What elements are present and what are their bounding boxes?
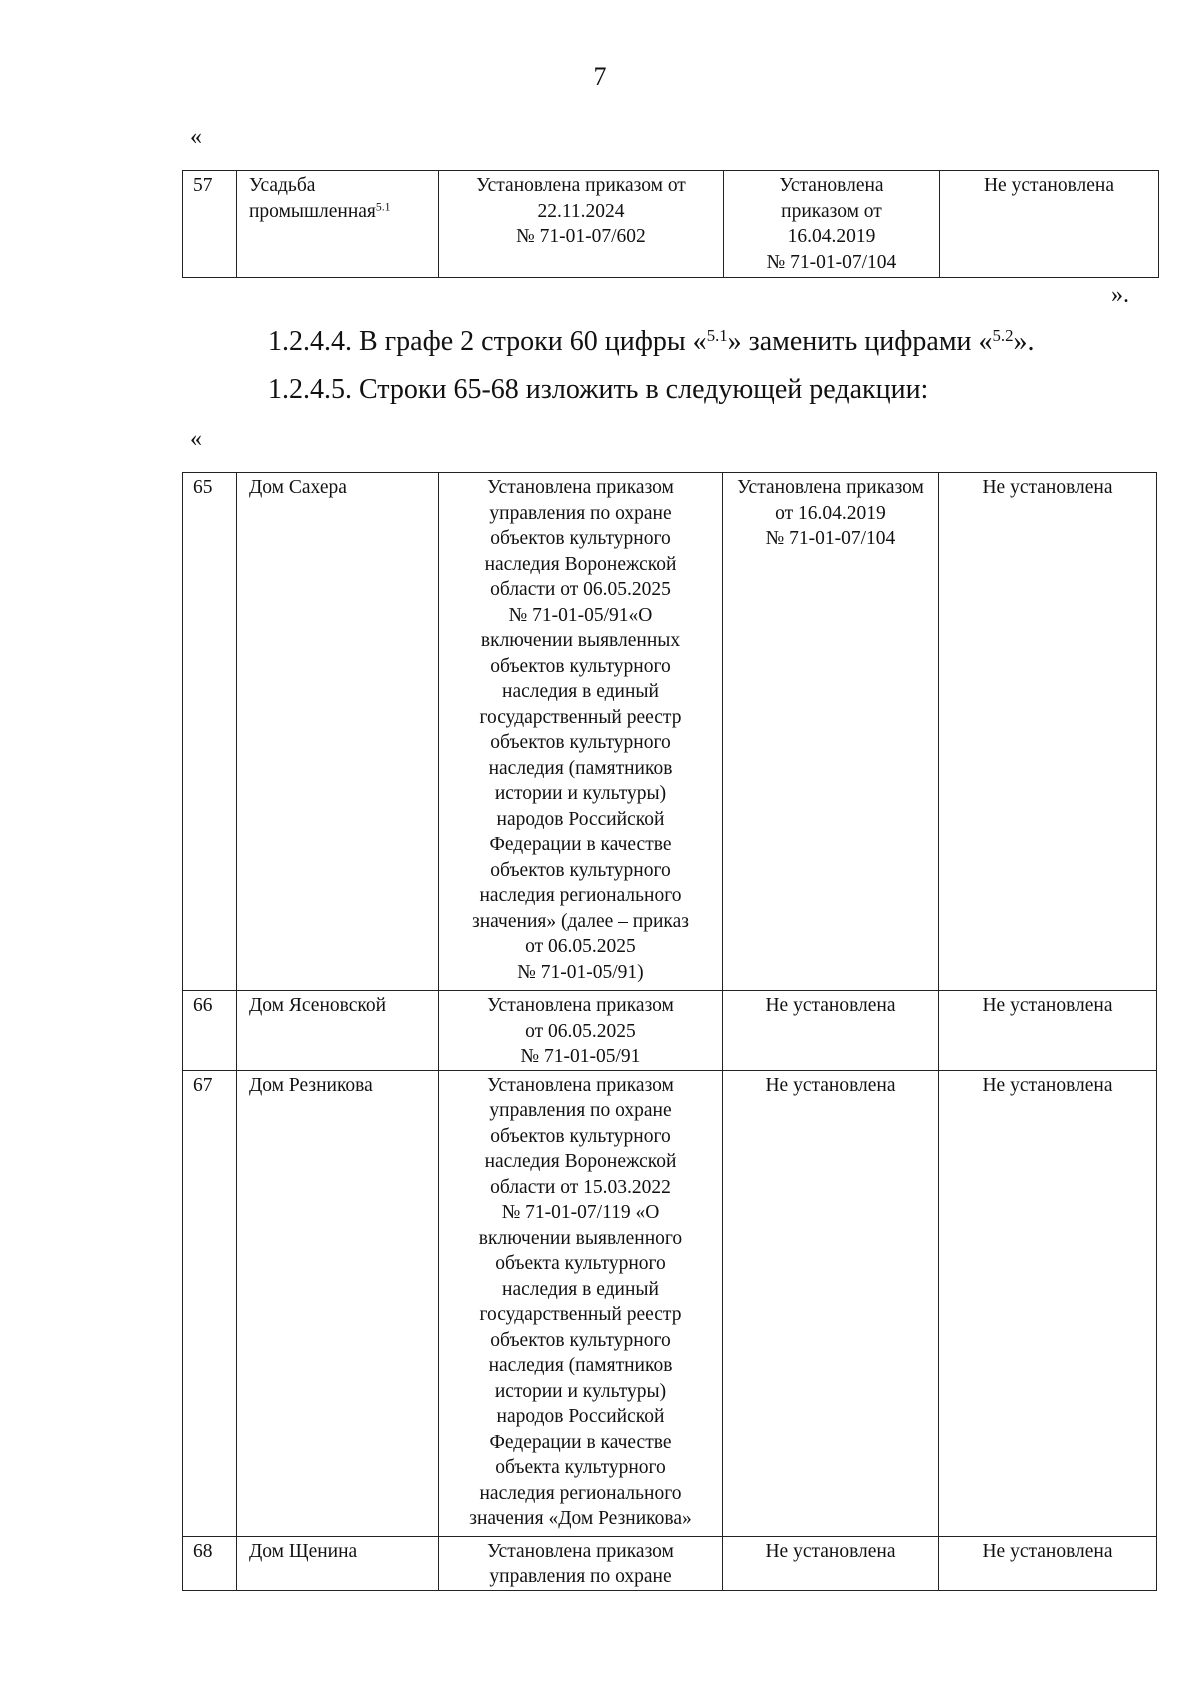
row-number: 67 — [183, 1070, 237, 1536]
table-row — [183, 1070, 1157, 1536]
table-row — [183, 171, 1159, 278]
paragraph-text: 1.2.4.4. В графе 2 строки 60 цифры « — [268, 326, 707, 357]
row-number: 68 — [183, 1536, 237, 1590]
object-name — [237, 171, 439, 278]
paragraph-1-2-4-4 — [268, 326, 1035, 358]
boundary-cell: Установлена приказом от 16.04.2019 № 71-01-07/104 — [723, 473, 939, 991]
row-number: 66 — [183, 991, 237, 1071]
protection-zone-cell: Установлена приказом от 22.11.2024 № 71-01-07/602 — [439, 171, 724, 278]
protection-zone-cell: Установлена приказом управления по охране объектов культурного наследия Воронежской области от 15.03.2022 № 71-01-07/119 «О включении выявленного объекта культурного наследия в единый государственный реестр объектов культурного наследия (памятников истории и культуры) народов Российской Федерации в качестве объекта культурного наследия регионального значения «Дом Резникова» — [439, 1070, 723, 1536]
paragraph-1-2-4-5: 1.2.4.5. Строки 65-68 изложить в следующей редакции: — [268, 374, 929, 405]
opening-quote-mark: « — [190, 124, 202, 150]
paragraph-text: » заменить цифрами « — [727, 326, 993, 357]
object-name: Дом Ясеновской — [237, 991, 439, 1071]
closing-quote-mark: ». — [1111, 282, 1129, 308]
table-row-57 — [182, 170, 1159, 278]
requirements-cell: Не установлена — [939, 991, 1157, 1071]
requirements-cell: Не установлена — [940, 171, 1159, 278]
protection-zone-cell: Установлена приказом управления по охране объектов культурного наследия Воронежской области от 06.05.2025 № 71-01-05/91«О включении выявленных объектов культурного наследия в единый государственный реестр объектов культурного наследия (памятников истории и культуры) народов Российской Федерации в качестве объектов культурного наследия регионального значения» (далее – приказ от 06.05.2025 № 71-01-05/91) — [439, 473, 723, 991]
boundary-cell: Не установлена — [723, 991, 939, 1071]
objects-table — [182, 472, 1157, 1591]
paragraph-text: ». — [1013, 326, 1035, 357]
object-name: Дом Сахера — [237, 473, 439, 991]
table-row — [183, 473, 1157, 991]
boundary-cell: Установлена приказом от 16.04.2019 № 71-01-07/104 — [724, 171, 940, 278]
requirements-cell: Не установлена — [939, 1070, 1157, 1536]
opening-quote-mark: « — [190, 426, 202, 452]
table-row — [183, 1536, 1157, 1590]
object-name: Дом Резникова — [237, 1070, 439, 1536]
table-row — [183, 991, 1157, 1071]
requirements-cell: Не установлена — [939, 1536, 1157, 1590]
superscript: 5.1 — [706, 325, 728, 345]
superscript: 5.2 — [992, 325, 1014, 345]
object-name: Дом Щенина — [237, 1536, 439, 1590]
requirements-cell: Не установлена — [939, 473, 1157, 991]
protection-zone-cell: Установлена приказом управления по охране — [439, 1536, 723, 1590]
boundary-cell: Не установлена — [723, 1070, 939, 1536]
row-number: 57 — [183, 171, 237, 278]
object-name-text: Усадьба промышленная — [249, 175, 376, 222]
footnote-superscript: 5.1 — [375, 200, 391, 214]
row-number: 65 — [183, 473, 237, 991]
page-number: 7 — [593, 62, 607, 91]
boundary-cell: Не установлена — [723, 1536, 939, 1590]
protection-zone-cell: Установлена приказом от 06.05.2025 № 71-01-05/91 — [439, 991, 723, 1071]
